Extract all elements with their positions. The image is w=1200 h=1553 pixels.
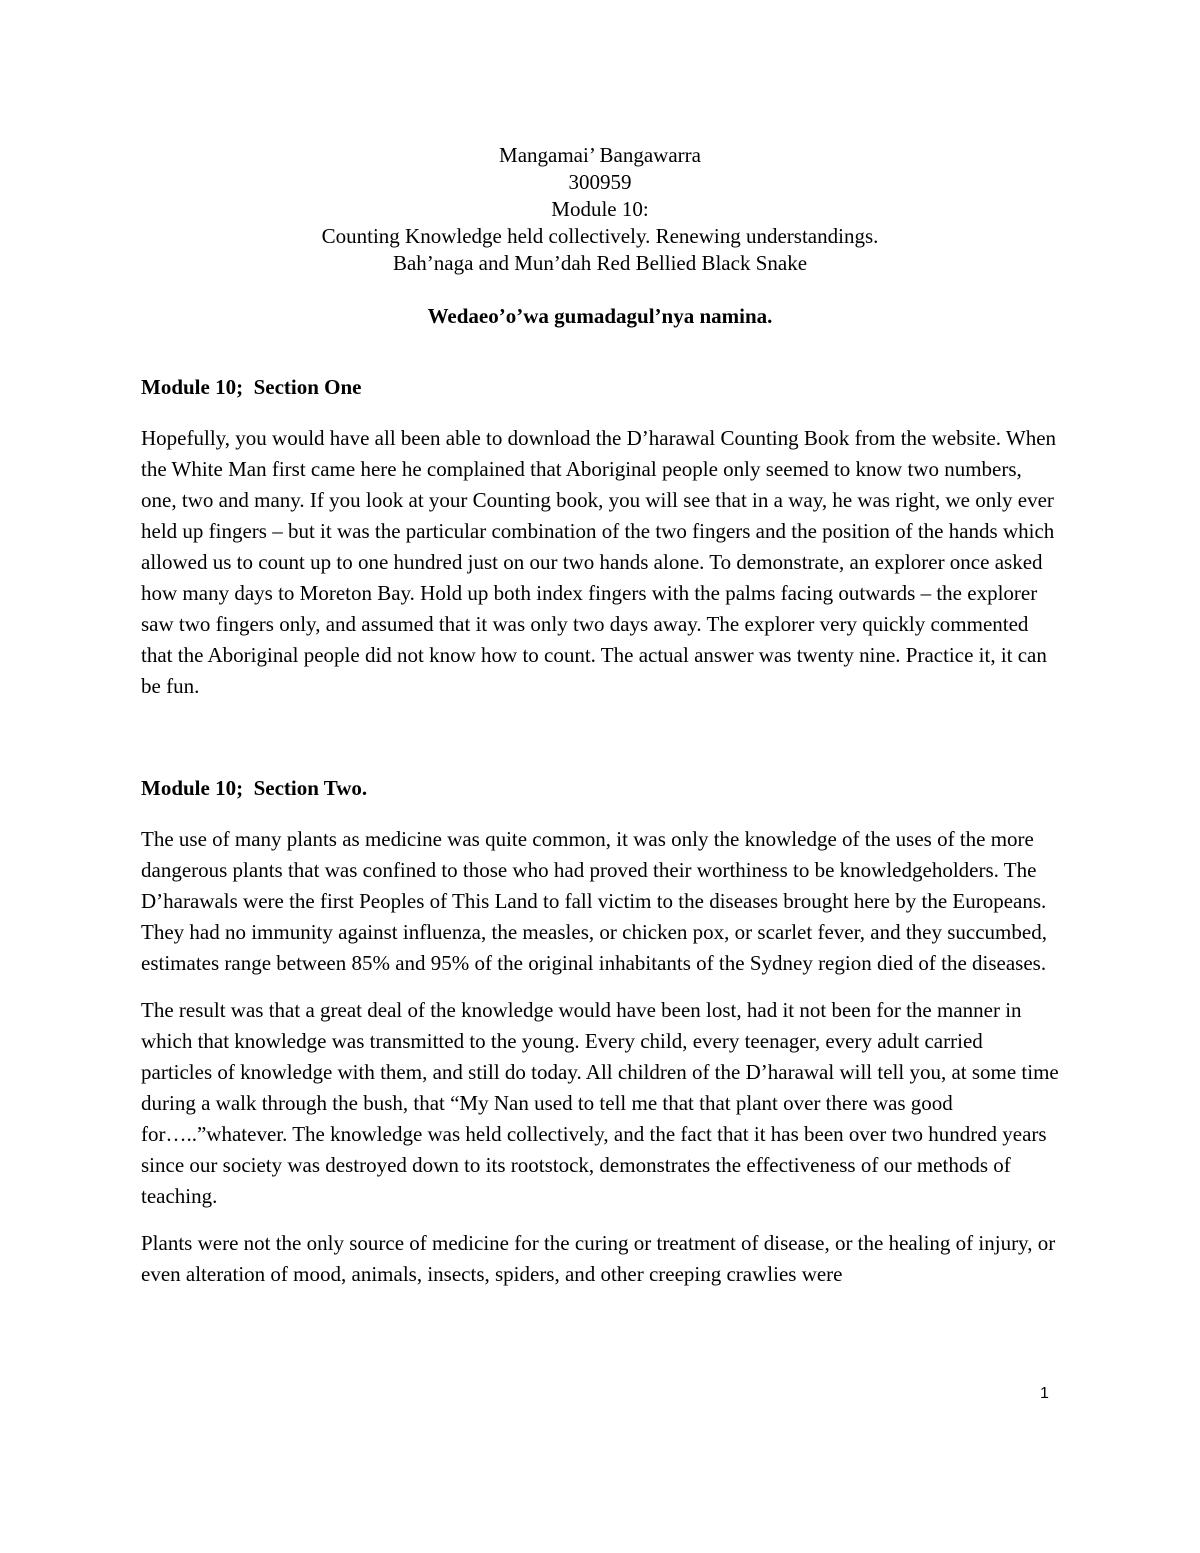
section-two-heading: Module 10; Section Two. bbox=[141, 776, 368, 800]
author-name: Mangamai’ Bangawarra bbox=[499, 143, 701, 167]
module-label: Module 10: bbox=[551, 197, 649, 221]
page-number: 1 bbox=[1040, 1385, 1049, 1402]
student-id: 300959 bbox=[568, 170, 632, 194]
document-subtitle: Wedaeo’o’wa gumadagul’nya namina. bbox=[427, 304, 773, 328]
document-body bbox=[141, 142, 1059, 1290]
document-header bbox=[141, 142, 1059, 277]
section-two-paragraph-1: The use of many plants as medicine was quite common, it was only the knowledge of the uses of the more dangerous plants that was confined to those who had proved their worthiness to be knowledgeholders. The D’harawals were the first Peoples of This Land to fall victim to the diseases brought here by the Europeans. They had no immunity against influenza, the measles, or chicken pox, or scarlet fever, and they succumbed, estimates range between 85% and 95% of the original inhabitants of the Sydney region died of the diseases. bbox=[141, 827, 1047, 975]
section-one-heading: Module 10; Section One bbox=[141, 375, 362, 399]
section-one-paragraph: Hopefully, you would have all been able to download the D’harawal Counting Book from the website. When the White Man first came here he complained that Aboriginal people only seemed to know two numbers, one, two and many. If you look at your Counting book, you will see that in a way, he was right, we only ever held up fingers – but it was the particular combination of the two fingers and the position of the hands which allowed us to count up to one hundred just on our two hands alone. To demonstrate, an explorer once asked how many days to Moreton Bay. Hold up both index fingers with the palms facing outwards – the explorer saw two fingers only, and assumed that it was only two days away. The explorer very quickly commented that the Aboriginal people did not know how to count. The actual answer was twenty nine. Practice it, it can be fun. bbox=[141, 426, 1057, 698]
section-two-paragraph-2: The result was that a great deal of the knowledge would have been lost, had it not been for the manner in which that knowledge was transmitted to the young. Every child, every teenager, every adult carried particles of knowledge with them, and still do today. All children of the D’harawal will tell you, at some time during a walk through the bush, that “My Nan used to tell me that that plant over there was good for…..”whatever. The knowledge was held collectively, and the fact that it has been over two hundred years since our society was destroyed down to its rootstock, demonstrates the effectiveness of our methods of teaching. bbox=[141, 998, 1059, 1208]
document-title: Counting Knowledge held collectively. Renewing understandings. bbox=[321, 224, 879, 248]
section-two-paragraph-3: Plants were not the only source of medicine for the curing or treatment of disease, or the healing of injury, or even alteration of mood, animals, insects, spiders, and other creeping crawlies were bbox=[141, 1231, 1056, 1286]
clan-name: Bah’naga and Mun’dah Red Bellied Black Snake bbox=[392, 251, 808, 275]
